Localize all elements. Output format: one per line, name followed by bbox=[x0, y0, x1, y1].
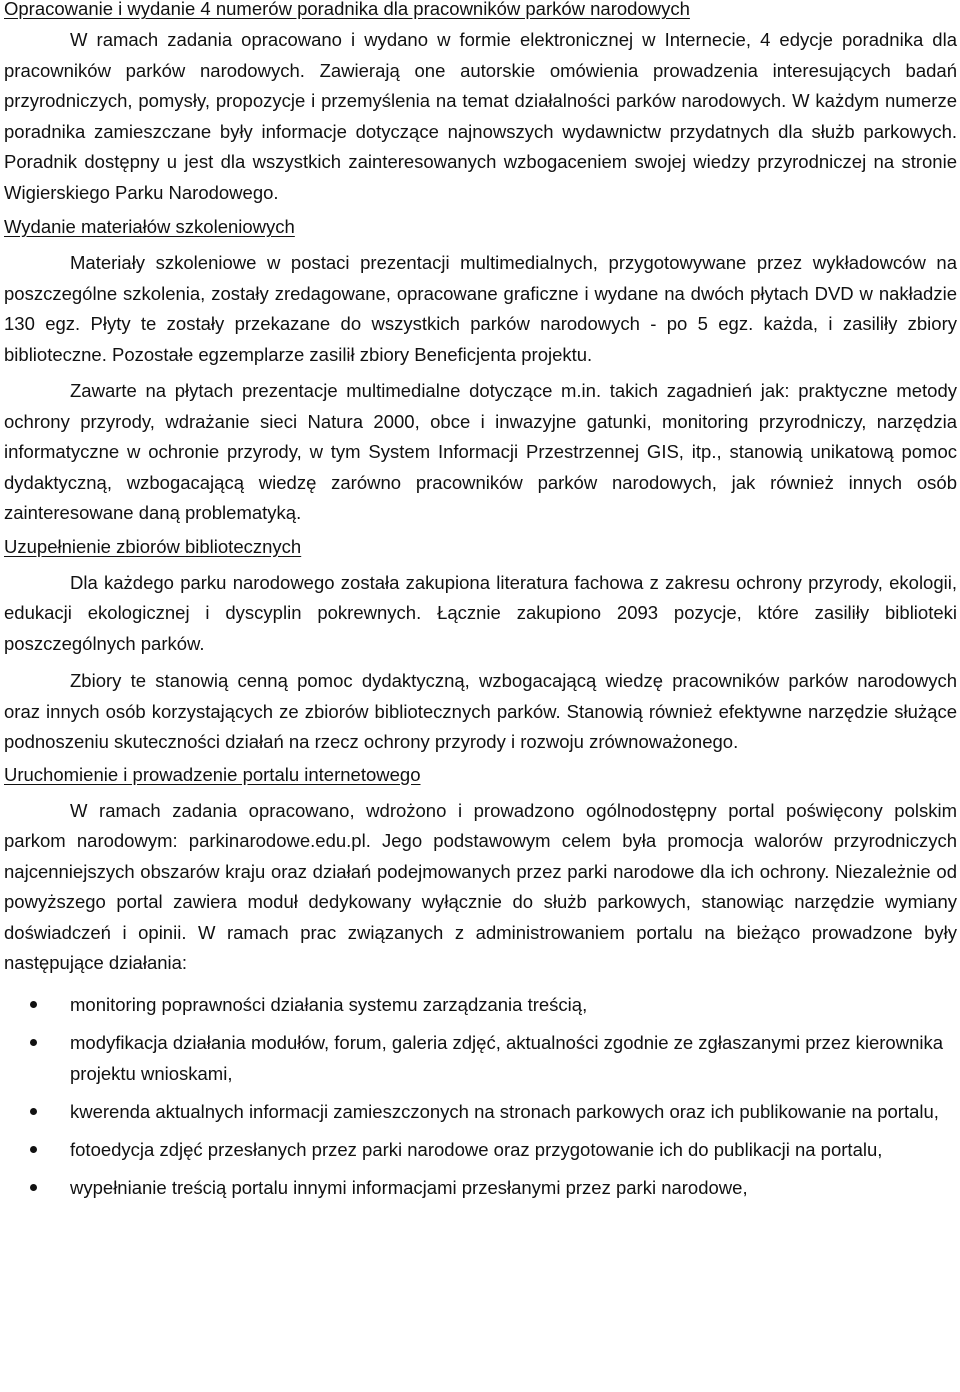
paragraph-poradnik: W ramach zadania opracowano i wydano w formie elektronicznej w Internecie, 4 edycje poradnika dla pracowników parków narodowych. Zawierają one autorskie omówienia prowadzenia interesujących badań przyrodniczych, pomysły, propozycje i przemyślenia na temat działalności parków narodowych. W każdym numerze poradnika zamieszczane były informacje dotyczące najnowszych wydawnictw przydatnych dla służb parkowych. Poradnik dostępny u jest dla wszystkich zainteresowanych wzbogaceniem swojej wiedzy przyrodniczej na stronie Wigierskiego Parku Narodowego. bbox=[4, 29, 957, 203]
section-heading-portal: Uruchomienie i prowadzenie portalu internetowego bbox=[4, 763, 421, 785]
bullet-icon bbox=[30, 1039, 37, 1046]
list-item bbox=[4, 989, 957, 1020]
section-heading-materialy: Wydanie materiałów szkoleniowych bbox=[4, 216, 295, 237]
section-heading-poradnik: Opracowanie i wydanie 4 numerów poradnika dla pracowników parków narodowych bbox=[4, 0, 690, 19]
paragraph-biblioteki-2: Zbiory te stanowią cenną pomoc dydaktyczną, wzbogacającą wiedzę pracowników parków narodowych oraz innych osób korzystających ze zbiorów bibliotecznych parków. Stanowią również efektywne narzędzie służące podnoszeniu skuteczności działań na rzecz ochrony przyrody i rozwoju zrównoważonego. bbox=[4, 670, 957, 752]
bullet-icon bbox=[30, 1184, 37, 1191]
list-item bbox=[4, 1172, 957, 1203]
document-page bbox=[4, 0, 957, 1210]
portal-activities-list bbox=[4, 989, 957, 1203]
list-item-text: fotoedycja zdjęć przesłanych przez parki narodowe oraz przygotowanie ich do publikacji na portalu, bbox=[70, 1138, 883, 1160]
paragraph-materialy-2: Zawarte na płytach prezentacje multimedialne dotyczące m.in. takich zagadnień jak: praktyczne metody ochrony przyrody, wdrażanie sieci Natura 2000, obce i inwazyjne gatunki, monitoring przyrodniczy, narzędzia informatyczne w ochronie przyrody, w tym System Informacji Przestrzennej GIS, itp., stanowią unikatową pomoc dydaktyczną, wzbogacającą wiedzę zarówno pracowników parków narodowych, jak również innych osób zainteresowane daną problematyką. bbox=[4, 380, 957, 523]
list-item bbox=[4, 1096, 957, 1127]
paragraph-portal: W ramach zadania opracowano, wdrożono i prowadzono ogólnodostępny portal poświęcony polskim parkom narodowym: parkinarodowe.edu.pl. Jego podstawowym celem była promocja walorów przyrodniczych najcenniejszych obszarów kraju oraz działań podejmowanych przez parki narodowe dla ich ochrony. Niezależnie od powyższego portal zawiera moduł dedykowany wyłącznie do służb parkowych, stanowiąc narzędzie wymiany doświadczeń i opinii. W ramach prac związanych z administrowaniem portalu na bieżąco prowadzone były następujące działania: bbox=[4, 799, 957, 973]
list-item bbox=[4, 1134, 957, 1165]
list-item-text: monitoring poprawności działania systemu zarządzania treścią, bbox=[70, 993, 588, 1015]
bullet-icon bbox=[30, 1108, 37, 1115]
bullet-icon bbox=[30, 1146, 37, 1153]
paragraph-materialy-1: Materiały szkoleniowe w postaci prezentacji multimedialnych, przygotowywane przez wykładowców na poszczególne szkolenia, zostały zredagowane, opracowane graficzne i wydane na dwóch płytach DVD w nakładzie 130 egz. Płyty te zostały przekazane do wszystkich parków narodowych - po 5 egz. każda, i zasiliły zbiory biblioteczne. Pozostałe egzemplarze zasilił zbiory Beneficjenta projektu. bbox=[4, 252, 957, 365]
paragraph-biblioteki-1: Dla każdego parku narodowego została zakupiona literatura fachowa z zakresu ochrony przyrody, ekologii, edukacji ekologicznej i dyscyplin pokrewnych. Łącznie zakupiono 2093 pozycje, które zasiliły biblioteki poszczególnych parków. bbox=[4, 571, 957, 654]
list-item-text: wypełnianie treścią portalu innymi informacjami przesłanymi przez parki narodowe, bbox=[70, 1176, 748, 1198]
list-item bbox=[4, 1027, 957, 1089]
section-heading-biblioteki: Uzupełnienie zbiorów bibliotecznych bbox=[4, 535, 302, 557]
list-item-text: modyfikacja działania modułów, forum, galeria zdjęć, aktualności zgodnie ze zgłaszanymi przez kierownika projektu wnioskami, bbox=[70, 1031, 944, 1084]
list-item-text: kwerenda aktualnych informacji zamieszczonych na stronach parkowych oraz ich publikowanie na portalu, bbox=[70, 1100, 939, 1122]
bullet-icon bbox=[30, 1001, 37, 1008]
